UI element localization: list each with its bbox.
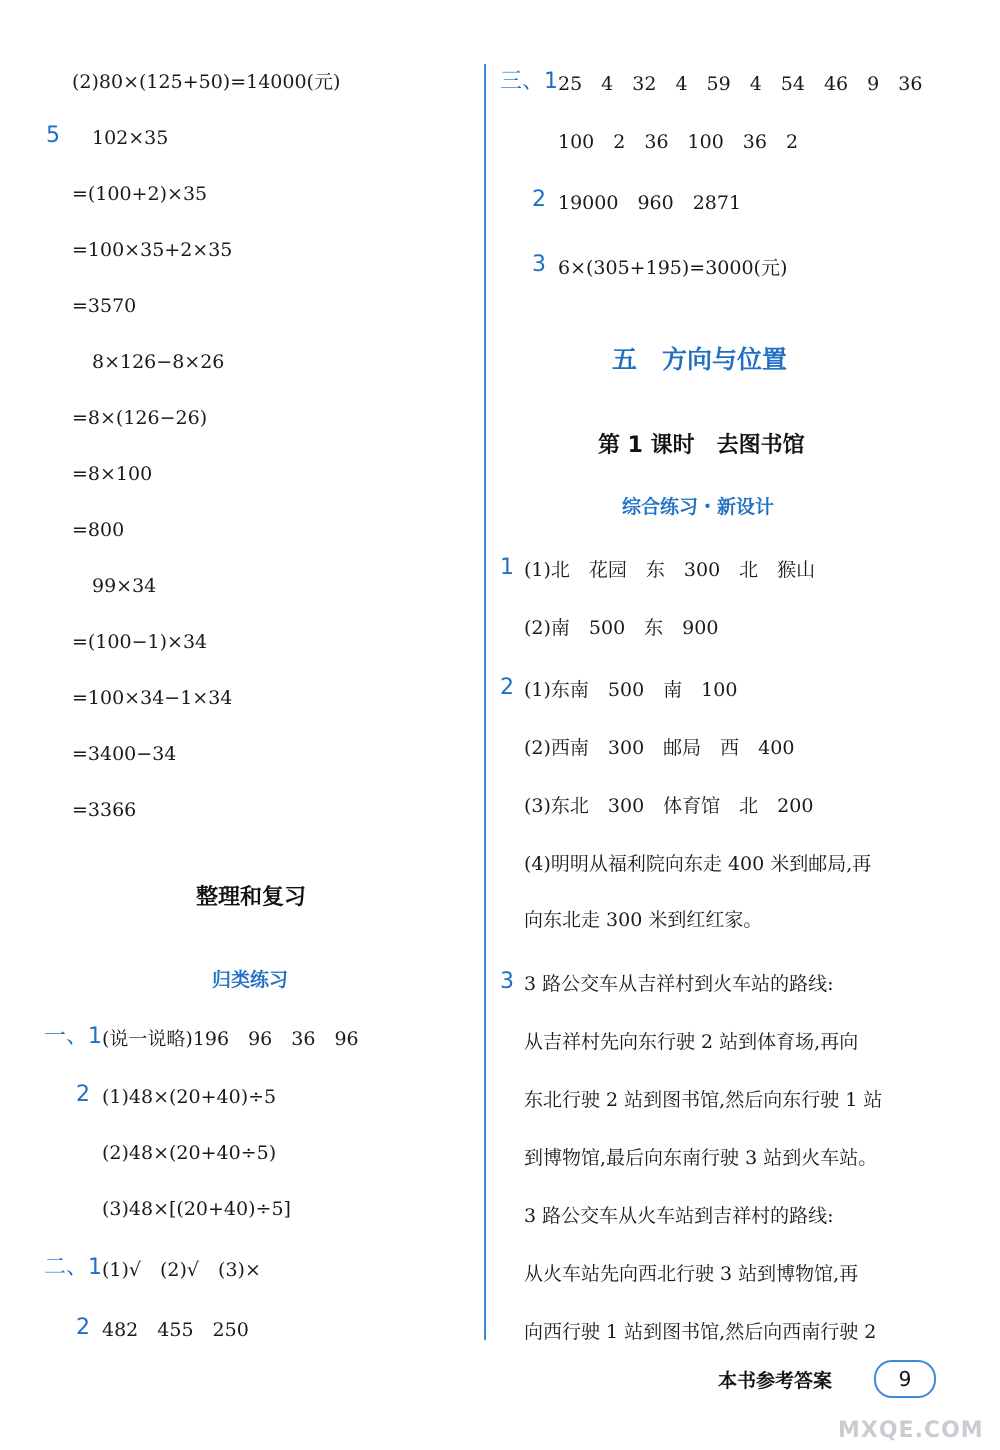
q2-line: (1)东南 500 南 100 bbox=[524, 679, 738, 701]
s3-q3-answer: 6×(305+195)=3000(元) bbox=[558, 257, 788, 279]
footer-label: 本书参考答案 bbox=[718, 1370, 833, 1392]
s1-q2-line: (1)48×(20+40)÷5 bbox=[102, 1086, 277, 1108]
q1-line: (2)南 500 东 900 bbox=[524, 617, 719, 639]
q2-line: 向东北走 300 米到红红家。 bbox=[524, 909, 763, 931]
q3-line: 从吉祥村先向东行驶 2 站到体育场,再向 bbox=[524, 1031, 859, 1053]
q3-number: 3 bbox=[500, 969, 514, 994]
q5-line: =8×100 bbox=[72, 463, 153, 485]
lesson-title: 第 1 课时 去图书馆 bbox=[598, 433, 805, 458]
q5-line: 99×34 bbox=[92, 575, 157, 597]
q3-line: 东北行驶 2 站到图书馆,然后向东行驶 1 站 bbox=[524, 1089, 883, 1111]
q3-line: 3 路公交车从火车站到吉祥村的路线: bbox=[524, 1205, 834, 1227]
s1-q2-line: (2)48×(20+40÷5) bbox=[102, 1142, 277, 1164]
q2-line: (4)明明从福利院向东走 400 米到邮局,再 bbox=[524, 853, 872, 875]
s1-q1-answer: (说一说略)196 96 36 96 bbox=[102, 1028, 359, 1050]
column-divider bbox=[484, 64, 486, 1340]
q5-line: =800 bbox=[72, 519, 125, 541]
unit-title: 五 方向与位置 bbox=[612, 345, 788, 374]
s3-q2-number: 2 bbox=[532, 187, 546, 212]
page-number: 9 bbox=[874, 1360, 936, 1398]
section-3-number: 三、1 bbox=[500, 69, 558, 94]
q5-line: =100×34−1×34 bbox=[72, 687, 233, 709]
s2-q2-number: 2 bbox=[76, 1315, 90, 1340]
review-subtitle: 归类练习 bbox=[212, 969, 289, 991]
q3-line: 向西行驶 1 站到图书馆,然后向西南行驶 2 bbox=[524, 1321, 877, 1343]
s1-q2-line: (3)48×[(20+40)÷5] bbox=[102, 1198, 291, 1220]
q2-line: (2)西南 300 邮局 西 400 bbox=[524, 737, 795, 759]
s3-q2-answer: 19000 960 2871 bbox=[558, 192, 742, 214]
q5-line: 102×35 bbox=[92, 127, 169, 149]
question-5-number: 5 bbox=[46, 123, 60, 148]
q5-line: =3400−34 bbox=[72, 743, 177, 765]
section-2-number: 二、1 bbox=[44, 1255, 102, 1280]
q3-line: 到博物馆,最后向东南行驶 3 站到火车站。 bbox=[524, 1147, 878, 1169]
q2-line: (3)东北 300 体育馆 北 200 bbox=[524, 795, 814, 817]
practice-title: 综合练习・新设计 bbox=[622, 496, 775, 518]
s1-q2-number: 2 bbox=[76, 1082, 90, 1107]
q5-line: =(100+2)×35 bbox=[72, 183, 208, 205]
left-line-1: (2)80×(125+50)=14000(元) bbox=[72, 71, 341, 93]
s3-q3-number: 3 bbox=[532, 252, 546, 277]
q5-line: =(100−1)×34 bbox=[72, 631, 208, 653]
q5-line: =100×35+2×35 bbox=[72, 239, 233, 261]
q5-line: =3366 bbox=[72, 799, 137, 821]
q1-line: (1)北 花园 东 300 北 猴山 bbox=[524, 559, 816, 581]
q1-number: 1 bbox=[500, 555, 514, 580]
s2-q2-answer: 482 455 250 bbox=[102, 1319, 249, 1341]
q3-line: 从火车站先向西北行驶 3 站到博物馆,再 bbox=[524, 1263, 859, 1285]
s2-q1-answer: (1)√ (2)√ (3)× bbox=[102, 1259, 261, 1281]
q5-line: =3570 bbox=[72, 295, 137, 317]
watermark: MXQE.COM bbox=[838, 1418, 984, 1443]
s3-q1-line: 25 4 32 4 59 4 54 46 9 36 bbox=[558, 73, 923, 95]
q5-line: =8×(126−26) bbox=[72, 407, 208, 429]
section-1-number: 一、1 bbox=[44, 1024, 102, 1049]
q3-line: 3 路公交车从吉祥村到火车站的路线: bbox=[524, 973, 834, 995]
review-title: 整理和复习 bbox=[196, 885, 307, 910]
s3-q1-line: 100 2 36 100 36 2 bbox=[558, 131, 799, 153]
q2-number: 2 bbox=[500, 675, 514, 700]
q5-line: 8×126−8×26 bbox=[92, 351, 225, 373]
